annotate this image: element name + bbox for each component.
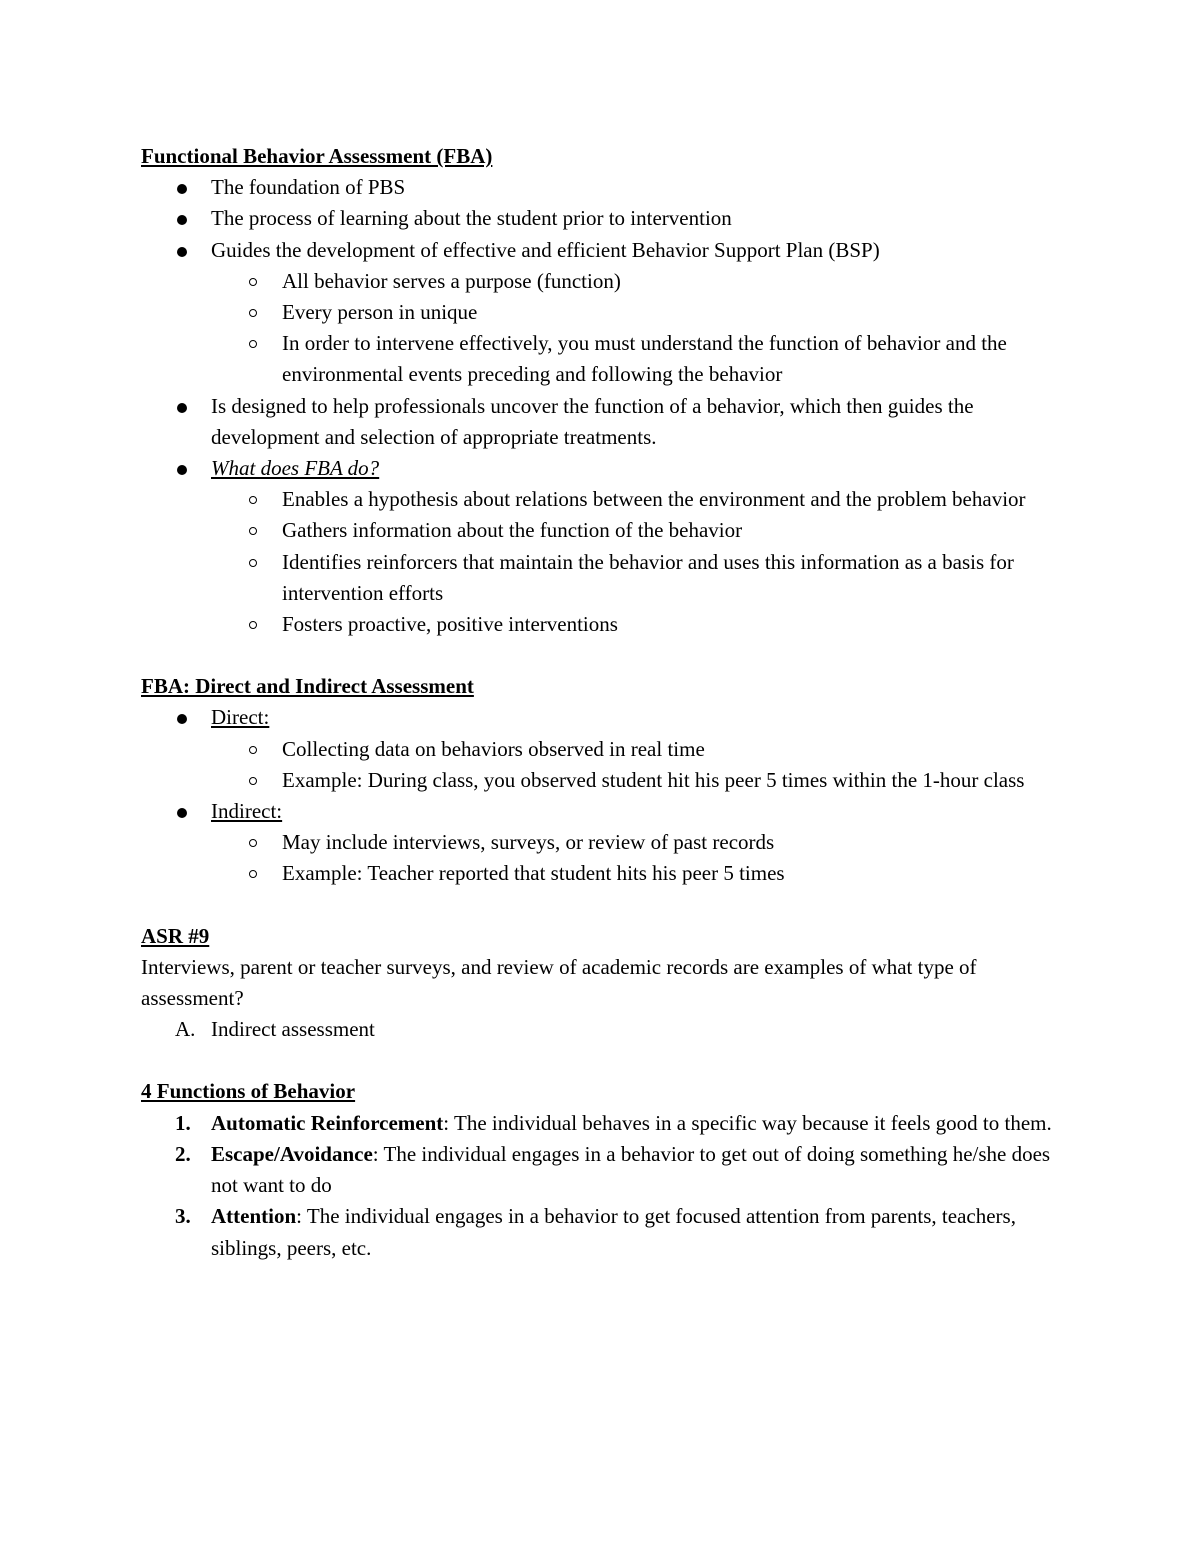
- what-does-fba-do-label: What does FBA do?: [211, 456, 380, 481]
- sub-list-item: Every person in unique: [141, 297, 1061, 328]
- function-term: Escape/Avoidance: [211, 1141, 373, 1166]
- sub-list-item: Fosters proactive, positive interventions: [141, 609, 1061, 640]
- fba-section: [141, 141, 1061, 640]
- hollow-bullet-icon: [249, 309, 257, 317]
- list-number: 1.: [175, 1110, 191, 1135]
- direct-label: Direct:: [211, 705, 270, 730]
- list-item: 3. Attention: The individual engages in a behavior to get focused attention from parents, teachers, siblings, peers, etc.: [141, 1201, 1061, 1263]
- answer-item: [141, 1014, 1061, 1045]
- sub-list-item: Identifies reinforcers that maintain the behavior and uses this information as a basis for intervention efforts: [141, 547, 1061, 609]
- bullet-icon: [177, 808, 187, 818]
- sub-list-item: Example: During class, you observed student hit his peer 5 times within the 1-hour class: [141, 765, 1061, 796]
- hollow-bullet-icon: [249, 839, 257, 847]
- answer-marker: A.: [175, 1017, 196, 1042]
- indirect-label: Indirect:: [211, 799, 283, 824]
- list-item: [141, 453, 1061, 484]
- list-item: Guides the development of effective and efficient Behavior Support Plan (BSP): [141, 235, 1061, 266]
- hollow-bullet-icon: [249, 870, 257, 878]
- list-number: 2.: [175, 1141, 191, 1166]
- list-item: The foundation of PBS: [141, 172, 1061, 203]
- bullet-icon: [177, 215, 187, 225]
- list-item: [141, 702, 1061, 733]
- bullet-icon: [177, 465, 187, 475]
- asr-section: [141, 921, 1061, 1046]
- question-text: Interviews, parent or teacher surveys, and review of academic records are examples of what type of assessment?: [141, 954, 977, 1011]
- list-item: 2. Escape/Avoidance: The individual engages in a behavior to get out of doing something he/she does not want to do: [141, 1139, 1061, 1201]
- sub-list-item: Example: Teacher reported that student hits his peer 5 times: [141, 858, 1061, 889]
- sub-list-item: Enables a hypothesis about relations between the environment and the problem behavior: [141, 484, 1061, 515]
- answer-text: Indirect assessment: [211, 1017, 375, 1042]
- bullet-icon: [177, 247, 187, 257]
- sub-list-item: In order to intervene effectively, you must understand the function of behavior and the environmental events preceding and following the behavior: [141, 328, 1061, 390]
- hollow-bullet-icon: [249, 559, 257, 567]
- bullet-icon: [177, 714, 187, 724]
- sub-list-item: Gathers information about the function of the behavior: [141, 515, 1061, 546]
- hollow-bullet-icon: [249, 278, 257, 286]
- hollow-bullet-icon: [249, 340, 257, 348]
- document-page: [141, 141, 1061, 1295]
- list-item: 1. Automatic Reinforcement: The individual behaves in a specific way because it feels good to them.: [141, 1108, 1061, 1139]
- sub-list-item: All behavior serves a purpose (function): [141, 266, 1061, 297]
- bullet-icon: [177, 403, 187, 413]
- sub-list-item: Collecting data on behaviors observed in real time: [141, 734, 1061, 765]
- list-item: Is designed to help professionals uncover the function of a behavior, which then guides the development and selection of appropriate treatments.: [141, 391, 1061, 453]
- function-term: Automatic Reinforcement: [211, 1110, 444, 1135]
- list-item: [141, 796, 1061, 827]
- section-heading: ASR #9: [141, 923, 210, 948]
- section-heading: Functional Behavior Assessment (FBA): [141, 144, 493, 168]
- bullet-icon: [177, 184, 187, 194]
- hollow-bullet-icon: [249, 527, 257, 535]
- assessment-section: [141, 671, 1061, 889]
- hollow-bullet-icon: [249, 746, 257, 754]
- assessment-list: [141, 702, 1061, 889]
- function-term: Attention: [211, 1204, 297, 1229]
- list-number: 3.: [175, 1204, 191, 1229]
- fba-list: [141, 172, 1061, 640]
- hollow-bullet-icon: [249, 496, 257, 504]
- list-item: The process of learning about the student prior to intervention: [141, 203, 1061, 234]
- section-heading: FBA: Direct and Indirect Assessment: [141, 674, 474, 699]
- functions-list: [141, 1108, 1061, 1264]
- section-heading: 4 Functions of Behavior: [141, 1079, 356, 1104]
- functions-section: [141, 1076, 1061, 1263]
- hollow-bullet-icon: [249, 777, 257, 785]
- sub-list-item: May include interviews, surveys, or review of past records: [141, 827, 1061, 858]
- hollow-bullet-icon: [249, 621, 257, 629]
